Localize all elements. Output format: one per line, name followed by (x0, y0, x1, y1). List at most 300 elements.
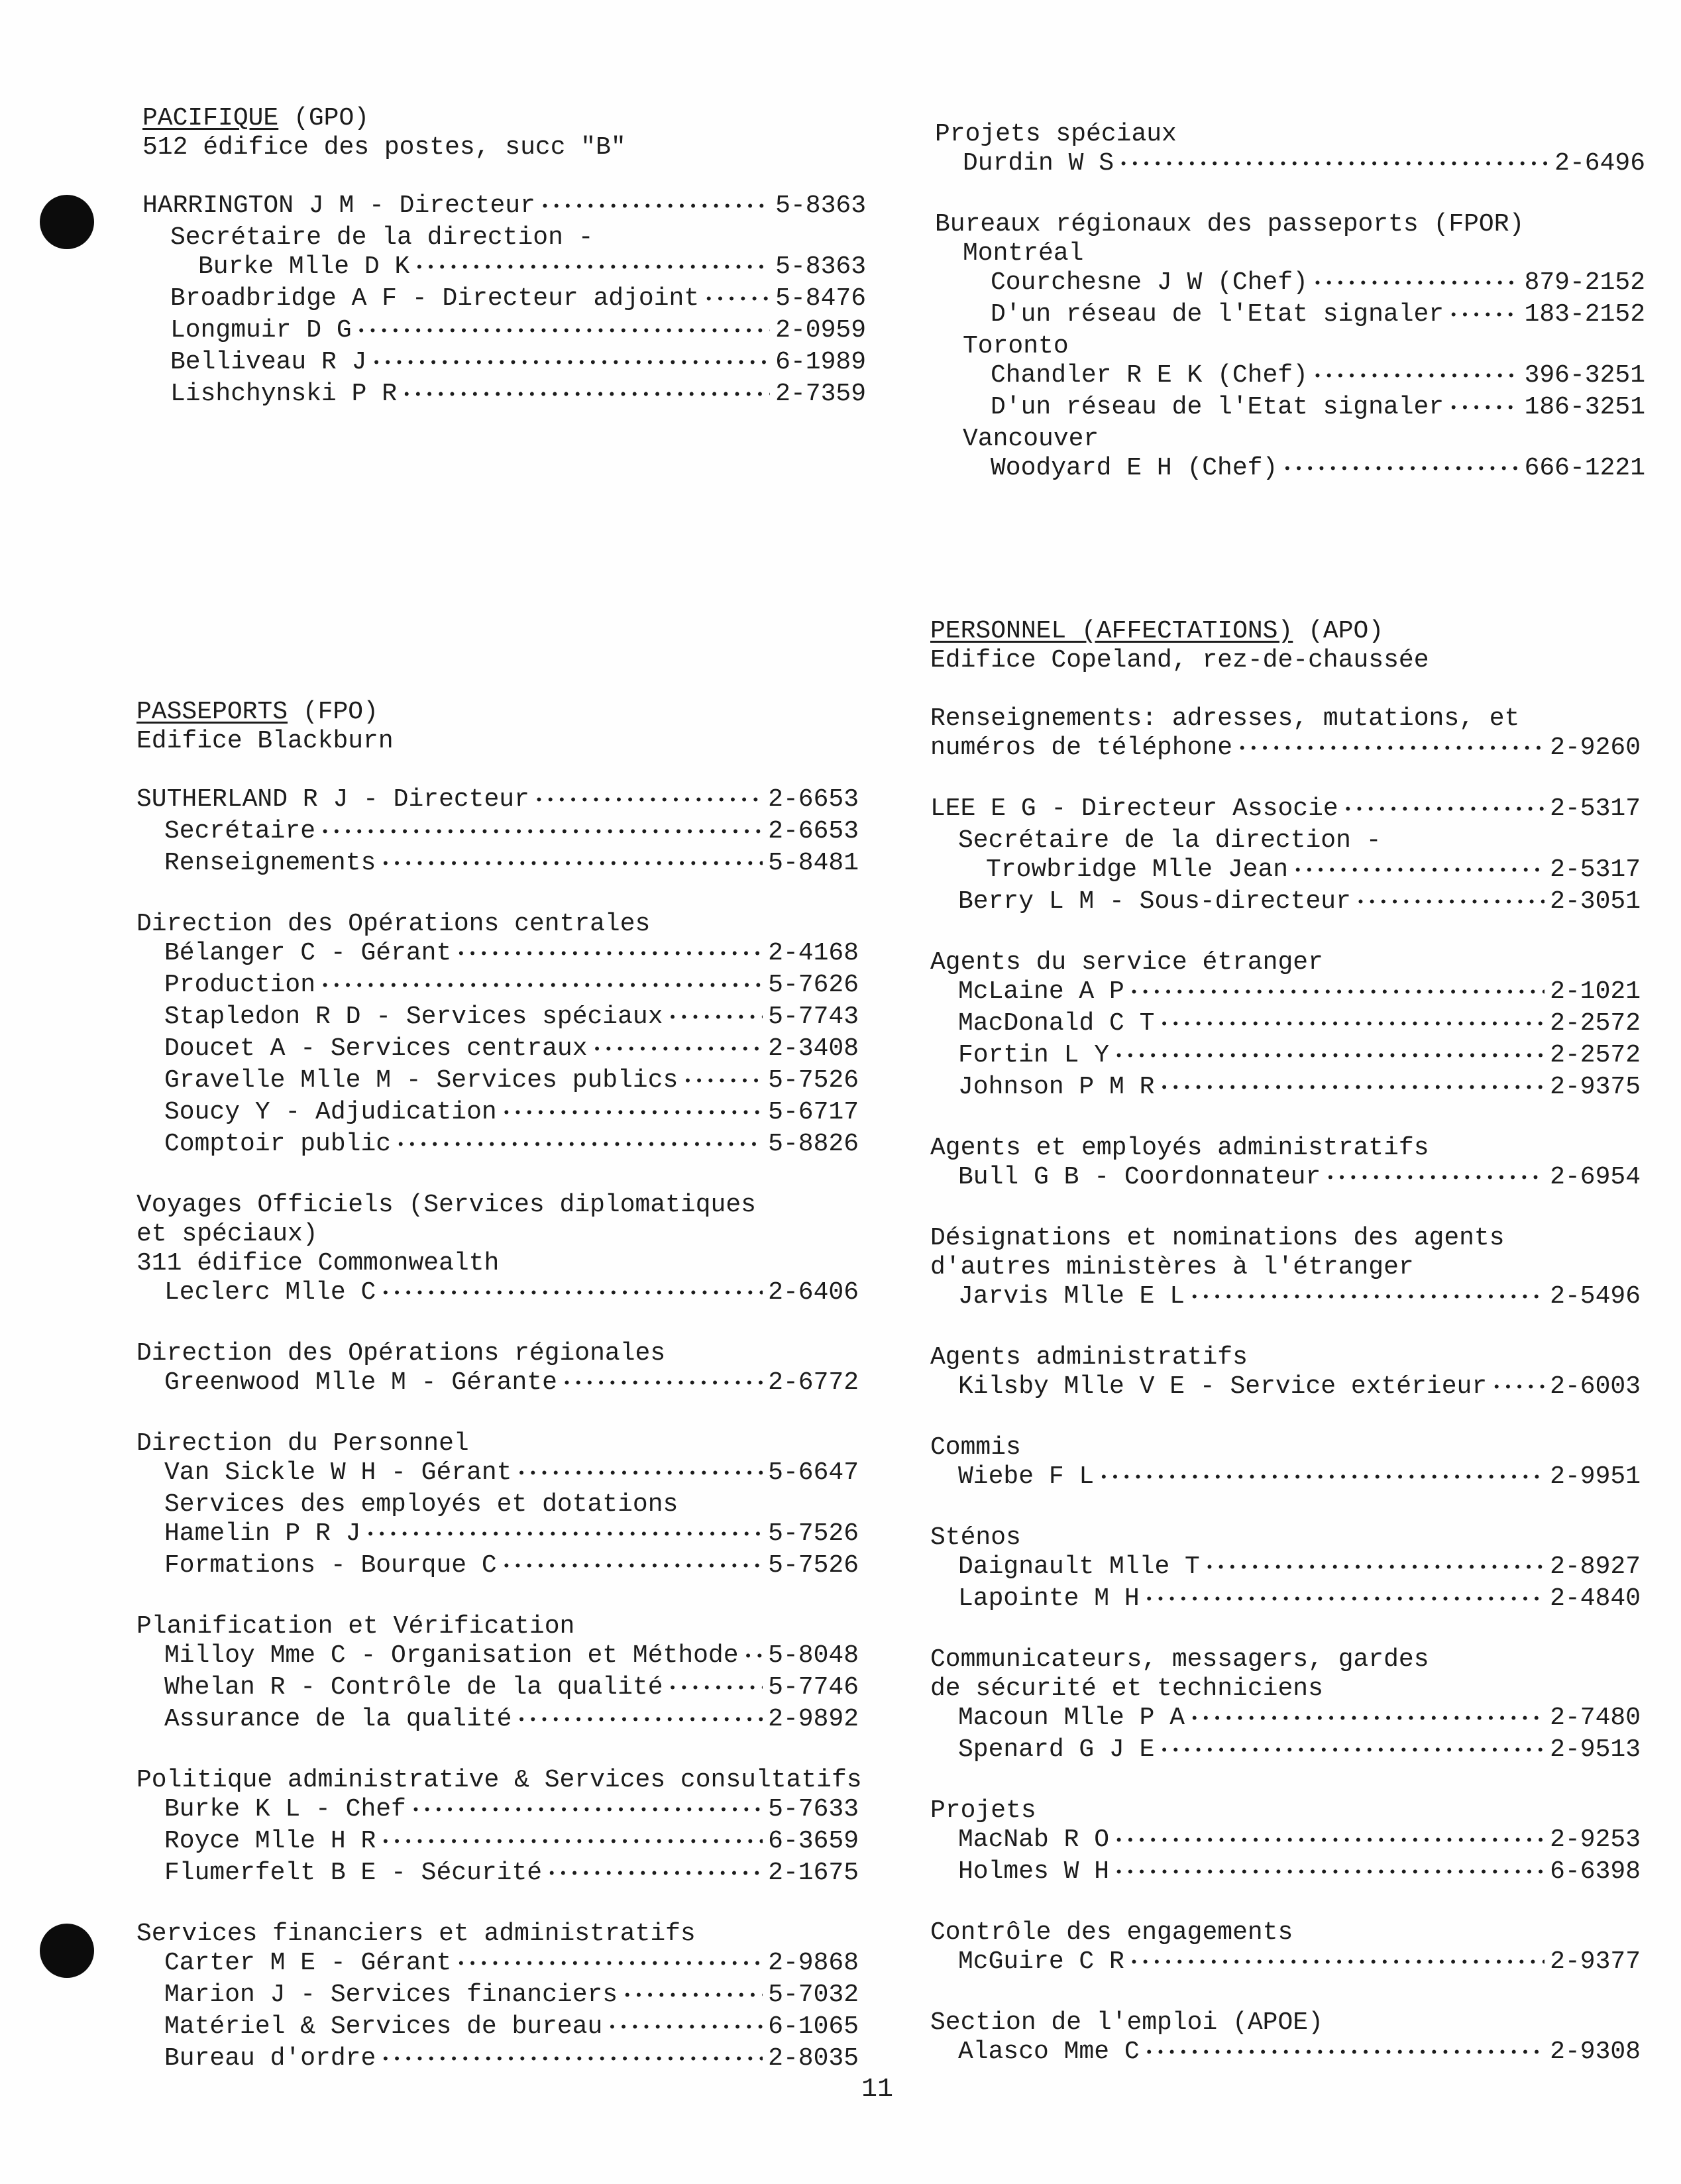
entry-name: Bull G B - Coordonnateur (958, 1163, 1321, 1191)
group-heading: Contrôle des engagements (930, 1918, 1293, 1947)
dot-leader (1313, 361, 1519, 393)
entry-phone: 2-4168 (768, 939, 859, 967)
entry-list (935, 268, 1645, 332)
directory-group (930, 2008, 1641, 2069)
directory-entry (930, 1947, 1641, 1979)
entry-name: Lapointe M H (958, 1584, 1140, 1613)
entry-name: Jarvis Mlle E L (958, 1282, 1185, 1311)
directory-entry (136, 1098, 859, 1130)
dot-leader (744, 1641, 763, 1673)
dot-leader (366, 1519, 763, 1551)
directory-entry (142, 348, 866, 380)
directory-entry (930, 1282, 1641, 1314)
group-heading: Direction des Opérations régionales (136, 1339, 666, 1368)
dot-leader (381, 849, 763, 881)
dot-leader (321, 817, 763, 849)
dot-leader (541, 191, 770, 223)
directory-entry (136, 1641, 859, 1673)
city-montreal: Montréal (963, 239, 1084, 268)
entry-name: Greenwood Mlle M - Gérante (164, 1368, 557, 1397)
dot-leader (1114, 1041, 1545, 1073)
dot-leader (381, 1827, 763, 1859)
entry-name: Secrétaire de la direction - (958, 826, 1382, 855)
dot-leader (1130, 1947, 1545, 1979)
entry-name: Trowbridge Mlle Jean (986, 855, 1289, 884)
directory-entry (930, 855, 1641, 887)
entry-subheading (142, 223, 866, 252)
directory-entry (136, 1278, 859, 1310)
entry-phone: 2-9375 (1550, 1073, 1641, 1101)
entry-phone: 2-5496 (1550, 1282, 1641, 1311)
entry-name: Matériel & Services de bureau (164, 2012, 603, 2041)
entry-name: Macoun Mlle P A (958, 1704, 1185, 1732)
group-heading: Planification et Vérification (136, 1612, 575, 1641)
directory-group (930, 704, 1641, 765)
directory-entry (136, 1519, 859, 1551)
entry-phone: 5-8826 (768, 1130, 859, 1158)
entry-phone: 2-8035 (768, 2044, 859, 2073)
entry-name: Services des employés et dotations (164, 1490, 678, 1519)
group-heading: et spéciaux) (136, 1220, 318, 1248)
entry-name: Production (164, 971, 316, 999)
dot-leader (1283, 454, 1519, 486)
dot-leader (535, 785, 763, 817)
directory-entry (136, 1859, 859, 1890)
directory-group (136, 1920, 859, 2076)
entry-phone: 2-9951 (1550, 1462, 1641, 1491)
directory-group (136, 1612, 859, 1737)
directory-group (136, 910, 859, 1162)
entry-phone: 2-9892 (768, 1705, 859, 1733)
binder-punch-hole-top (40, 195, 94, 249)
directory-entry (142, 380, 866, 411)
dot-leader (1160, 1073, 1545, 1105)
directory-group (930, 1134, 1641, 1195)
entry-name: Secrétaire (164, 817, 316, 846)
entry-phone: 2-6406 (768, 1278, 859, 1307)
dot-leader (669, 1673, 763, 1705)
bureaux-title: Bureaux régionaux des passeports (FPOR) (935, 210, 1525, 239)
dot-leader (1449, 393, 1519, 425)
group-list (930, 704, 1641, 2069)
entry-name: Whelan R - Contrôle de la qualité (164, 1673, 663, 1702)
entry-name: Marion J - Services financiers (164, 1981, 618, 2009)
entry-list (935, 361, 1645, 425)
dot-leader (457, 1949, 763, 1981)
dot-leader (517, 1458, 763, 1490)
entry-name: Gravelle Mlle M - Services publics (164, 1066, 678, 1095)
entry-name: Renseignements (164, 849, 376, 877)
group-heading: Politique administrative & Services consultatifs (136, 1766, 862, 1794)
directory-group (930, 1224, 1641, 1314)
dot-leader (593, 1034, 763, 1066)
entry-phone: 2-1675 (768, 1859, 859, 1887)
entry-name: Fortin L Y (958, 1041, 1110, 1069)
entry-name: Johnson P M R (958, 1073, 1155, 1101)
dot-leader (1492, 1372, 1545, 1404)
entry-name: SUTHERLAND R J - Directeur (136, 785, 529, 814)
entry-name: Leclerc Mlle C (164, 1278, 376, 1307)
group-heading: 311 édifice Commonwealth (136, 1249, 500, 1278)
dot-leader (563, 1368, 763, 1400)
dot-leader (1130, 977, 1545, 1009)
entry-phone: 6-3659 (768, 1827, 859, 1855)
section-title (930, 617, 1641, 646)
directory-entry (142, 252, 866, 284)
entry-name: Spenard G J E (958, 1735, 1155, 1764)
page-number: 11 (861, 2075, 894, 2104)
directory-entry (935, 393, 1645, 425)
city-vancouver: Vancouver (963, 425, 1099, 453)
dot-leader (1114, 1857, 1545, 1889)
group-heading: Section de l'emploi (APOE) (930, 2008, 1323, 2037)
dot-leader (1326, 1163, 1545, 1195)
entry-name: Burke Mlle D K (198, 252, 410, 281)
dot-leader (1356, 887, 1545, 919)
entry-subheading (136, 1490, 859, 1519)
entry-name: Flumerfelt B E - Sécurité (164, 1859, 543, 1887)
entry-name: Longmuir D G (170, 316, 352, 345)
entry-name: Royce Mlle H R (164, 1827, 376, 1855)
dot-leader (1119, 149, 1549, 181)
group-heading: Direction des Opérations centrales (136, 910, 651, 938)
directory-entry (935, 268, 1645, 300)
directory-entry (142, 284, 866, 316)
directory-entry (136, 1130, 859, 1162)
directory-entry (935, 300, 1645, 332)
dot-leader (402, 380, 770, 411)
group-heading: Agents du service étranger (930, 948, 1323, 977)
directory-entry (136, 1981, 859, 2012)
directory-entry (930, 1163, 1641, 1195)
directory-entry (935, 361, 1645, 393)
dot-leader (1313, 268, 1519, 300)
entry-subheading (930, 826, 1641, 855)
dot-leader (1238, 734, 1545, 765)
directory-group (930, 1343, 1641, 1404)
group-heading: Agents administratifs (930, 1343, 1248, 1372)
group-heading: Services financiers et administratifs (136, 1920, 696, 1948)
dot-leader (517, 1705, 763, 1737)
entry-name: Belliveau R J (170, 348, 367, 376)
entry-phone: 183-2152 (1524, 300, 1645, 329)
entry-phone: 186-3251 (1524, 393, 1645, 421)
directory-group (930, 948, 1641, 1105)
section-title (136, 698, 859, 727)
dot-leader (1145, 1584, 1545, 1616)
projets-title: Projets spéciaux (935, 120, 1177, 148)
entry-name: Stapledon R D - Services spéciaux (164, 1003, 663, 1031)
directory-entry (136, 849, 859, 881)
dot-leader (396, 1130, 763, 1162)
directory-entry (136, 971, 859, 1003)
dot-leader (457, 939, 763, 971)
entry-name: Holmes W H (958, 1857, 1110, 1886)
directory-group (136, 1339, 859, 1400)
section-address: Edifice Blackburn (136, 727, 394, 755)
dot-leader (411, 1795, 763, 1827)
entry-phone: 2-4840 (1550, 1584, 1641, 1613)
entry-name: Burke K L - Chef (164, 1795, 406, 1824)
entry-name: Hamelin P R J (164, 1519, 361, 1548)
group-heading: Désignations et nominations des agents (930, 1224, 1505, 1252)
entry-phone: 2-6954 (1550, 1163, 1641, 1191)
directory-entry (930, 1553, 1641, 1584)
entry-phone: 2-5317 (1550, 855, 1641, 884)
dot-leader (381, 1278, 763, 1310)
entry-phone: 2-6653 (768, 817, 859, 846)
directory-entry (136, 1795, 859, 1827)
directory-entry (142, 316, 866, 348)
group-list (136, 785, 862, 2076)
entry-phone: 2-9260 (1550, 734, 1641, 762)
section-title-underlined: PERSONNEL (AFFECTATIONS) (930, 617, 1293, 645)
entry-phone: 6-1065 (768, 2012, 859, 2041)
directory-entry (136, 1827, 859, 1859)
directory-entry (136, 1458, 859, 1490)
directory-entry (930, 1857, 1641, 1889)
entry-name: Comptoir public (164, 1130, 392, 1158)
section-title (142, 104, 866, 133)
dot-leader (1449, 300, 1519, 332)
entry-name: D'un réseau de l'Etat signaler (991, 300, 1444, 329)
entry-phone: 2-6772 (768, 1368, 859, 1397)
directory-entry (930, 734, 1641, 765)
directory-entry (142, 191, 866, 223)
entry-name: Doucet A - Services centraux (164, 1034, 588, 1063)
dot-leader (1190, 1704, 1545, 1735)
entry-phone: 396-3251 (1524, 361, 1645, 390)
entry-phone: 5-8481 (768, 849, 859, 877)
group-heading: Projets (930, 1796, 1036, 1825)
entry-phone: 5-7626 (768, 971, 859, 999)
dot-leader (502, 1551, 763, 1583)
directory-entry (136, 817, 859, 849)
group-heading: Voyages Officiels (Services diplomatiques (136, 1191, 756, 1219)
entry-name: Alasco Mme C (958, 2038, 1140, 2066)
dot-leader (623, 1981, 763, 2012)
dot-leader (547, 1859, 763, 1890)
entry-name: numéros de téléphone (930, 734, 1233, 762)
group-heading: Sténos (930, 1523, 1021, 1552)
group-heading: Communicateurs, messagers, gardes (930, 1645, 1429, 1674)
directory-entry (136, 1003, 859, 1034)
directory-entry (136, 1705, 859, 1737)
section-code: (GPO) (278, 104, 370, 133)
entry-phone: 5-7032 (768, 1981, 859, 2009)
entry-phone: 5-7526 (768, 1066, 859, 1095)
entry-name: Soucy Y - Adjudication (164, 1098, 497, 1126)
entry-phone: 2-6653 (768, 785, 859, 814)
entry-name: HARRINGTON J M - Directeur (142, 191, 535, 220)
entry-phone: 2-2572 (1550, 1009, 1641, 1038)
entry-phone: 2-9308 (1550, 2038, 1641, 2066)
dot-leader (608, 2012, 763, 2044)
directory-group (930, 1796, 1641, 1889)
directory-entry (136, 1673, 859, 1705)
projets-bureaux-section (935, 120, 1645, 486)
entry-phone: 2-3408 (768, 1034, 859, 1063)
dot-leader (1099, 1462, 1545, 1494)
personnel-section (930, 617, 1641, 2069)
directory-entry (935, 149, 1645, 181)
entry-phone: 5-7526 (768, 1519, 859, 1548)
directory-entry (930, 977, 1641, 1009)
dot-leader (704, 284, 770, 316)
dot-leader (357, 316, 771, 348)
section-title-underlined: PACIFIQUE (142, 104, 279, 133)
entry-phone: 5-8363 (775, 191, 866, 220)
directory-group (930, 1523, 1641, 1616)
group-heading: Agents et employés administratifs (930, 1134, 1429, 1162)
entry-phone: 2-5317 (1550, 794, 1641, 823)
directory-entry (930, 794, 1641, 826)
entry-phone: 2-6003 (1550, 1372, 1641, 1401)
entry-name: D'un réseau de l'Etat signaler (991, 393, 1444, 421)
dot-leader (1160, 1009, 1545, 1041)
pacifique-section (142, 104, 866, 411)
entry-phone: 2-7480 (1550, 1704, 1641, 1732)
dot-leader (683, 1066, 763, 1098)
city-toronto: Toronto (963, 332, 1069, 360)
directory-entry (136, 1368, 859, 1400)
entry-name: Bureau d'ordre (164, 2044, 376, 2073)
dot-leader (1114, 1826, 1545, 1857)
directory-group (930, 1433, 1641, 1494)
directory-entry (930, 887, 1641, 919)
directory-entry (930, 1584, 1641, 1616)
entry-name: LEE E G - Directeur Associe (930, 794, 1338, 823)
entry-phone: 2-9513 (1550, 1735, 1641, 1764)
dot-leader (1190, 1282, 1545, 1314)
directory-entry (930, 1009, 1641, 1041)
entry-name: Wiebe F L (958, 1462, 1095, 1491)
group-heading: Commis (930, 1433, 1021, 1462)
directory-group (136, 1191, 859, 1310)
entry-phone: 2-9253 (1550, 1826, 1641, 1854)
directory-entry (136, 2044, 859, 2076)
entry-phone: 879-2152 (1524, 268, 1645, 297)
directory-group (930, 1918, 1641, 1979)
directory-entry (136, 785, 859, 817)
dot-leader (502, 1098, 763, 1130)
entry-name: McGuire C R (958, 1947, 1124, 1976)
entry-phone: 2-6496 (1554, 149, 1645, 178)
entry-name: Lishchynski P R (170, 380, 398, 408)
entry-name: Kilsby Mlle V E - Service extérieur (958, 1372, 1488, 1401)
entry-phone: 2-9377 (1550, 1947, 1641, 1976)
entry-phone: 5-6717 (768, 1098, 859, 1126)
entry-name: MacDonald C T (958, 1009, 1155, 1038)
entry-name: Durdin W S (963, 149, 1114, 178)
directory-entry (930, 2038, 1641, 2069)
dot-leader (321, 971, 763, 1003)
entry-phone: 5-7526 (768, 1551, 859, 1580)
entry-list (142, 191, 866, 411)
directory-entry (136, 1034, 859, 1066)
entry-name: Berry L M - Sous-directeur (958, 887, 1351, 916)
entry-name: Courchesne J W (Chef) (991, 268, 1308, 297)
entry-name: Van Sickle W H - Gérant (164, 1458, 512, 1487)
group-heading: Renseignements: adresses, mutations, et (930, 704, 1520, 733)
directory-entry (930, 1826, 1641, 1857)
entry-phone: 5-6647 (768, 1458, 859, 1487)
directory-group (136, 1766, 862, 1890)
entry-name: Carter M E - Gérant (164, 1949, 452, 1977)
entry-phone: 2-9868 (768, 1949, 859, 1977)
dot-leader (1145, 2038, 1545, 2069)
directory-entry (935, 454, 1645, 486)
dot-leader (381, 2044, 763, 2076)
group-heading: d'autres ministères à l'étranger (930, 1253, 1414, 1282)
entry-name: Woodyard E H (Chef) (991, 454, 1278, 482)
entry-phone: 2-3051 (1550, 887, 1641, 916)
section-code: (FPO) (288, 698, 378, 726)
directory-group (930, 1645, 1641, 1767)
entry-name: Milloy Mme C - Organisation et Méthode (164, 1641, 739, 1670)
directory-entry (136, 1066, 859, 1098)
directory-entry (136, 1949, 859, 1981)
entry-name: Bélanger C - Gérant (164, 939, 452, 967)
section-code: (APO) (1293, 617, 1384, 645)
entry-name: McLaine A P (958, 977, 1124, 1006)
directory-entry (136, 2012, 859, 2044)
entry-phone: 2-7359 (775, 380, 866, 408)
directory-entry (930, 1704, 1641, 1735)
dot-leader (1344, 794, 1545, 826)
directory-entry (930, 1073, 1641, 1105)
entry-phone: 6-6398 (1550, 1857, 1641, 1886)
entry-name: Assurance de la qualité (164, 1705, 512, 1733)
dot-leader (415, 252, 770, 284)
directory-group (930, 794, 1641, 919)
binder-punch-hole-bottom (40, 1924, 94, 1978)
group-heading: Direction du Personnel (136, 1429, 469, 1458)
entry-name: Chandler R E K (Chef) (991, 361, 1308, 390)
dot-leader (1160, 1735, 1545, 1767)
entry-phone: 2-8927 (1550, 1553, 1641, 1581)
directory-entry (930, 1041, 1641, 1073)
directory-entry (930, 1735, 1641, 1767)
dot-leader (669, 1003, 763, 1034)
entry-phone: 5-8048 (768, 1641, 859, 1670)
entry-phone: 2-2572 (1550, 1041, 1641, 1069)
entry-name: MacNab R O (958, 1826, 1110, 1854)
directory-group (136, 785, 859, 881)
entry-name: Secrétaire de la direction - (170, 223, 594, 252)
entry-name: Daignault Mlle T (958, 1553, 1200, 1581)
dot-leader (372, 348, 770, 380)
entry-phone: 5-7743 (768, 1003, 859, 1031)
directory-entry (930, 1462, 1641, 1494)
entry-name: Formations - Bourque C (164, 1551, 497, 1580)
entry-list (935, 454, 1645, 486)
section-address: Edifice Copeland, rez-de-chaussée (930, 646, 1429, 675)
entry-name: Broadbridge A F - Directeur adjoint (170, 284, 700, 313)
directory-entry (136, 939, 859, 971)
entry-phone: 5-7633 (768, 1795, 859, 1824)
entry-phone: 5-8476 (775, 284, 866, 313)
directory-entry (136, 1551, 859, 1583)
entry-phone: 2-1021 (1550, 977, 1641, 1006)
dot-leader (1293, 855, 1545, 887)
entry-phone: 5-7746 (768, 1673, 859, 1702)
group-heading: de sécurité et techniciens (930, 1674, 1323, 1703)
passeports-section (136, 698, 862, 2076)
directory-group (136, 1429, 859, 1583)
entry-phone: 2-0959 (775, 316, 866, 345)
dot-leader (1205, 1553, 1545, 1584)
